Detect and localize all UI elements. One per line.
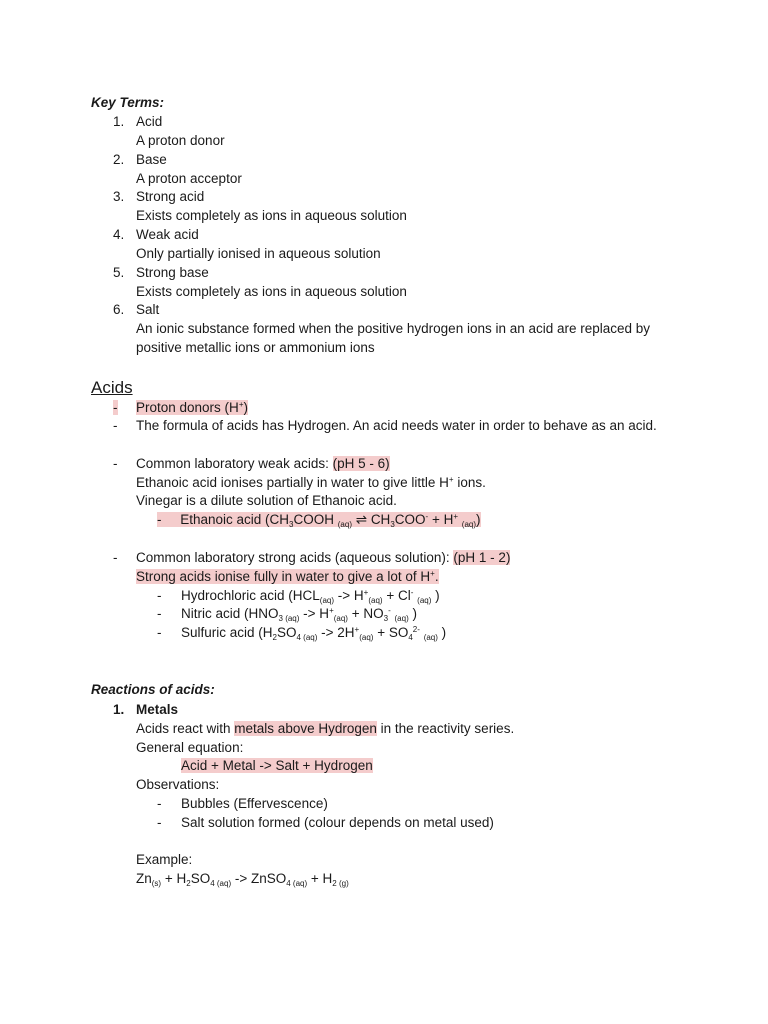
metals-title: Metals	[136, 702, 179, 717]
formula-note: The formula of acids has Hydrogen. An acid needs water in order to behave as an acid.	[136, 418, 657, 433]
example-label: Example:	[136, 852, 193, 867]
reactions-heading: Reactions of acids:	[91, 682, 215, 697]
term-definition: A proton donor	[136, 133, 225, 148]
term-strong-base: Strong base	[136, 265, 209, 280]
term-weak-acid: Weak acid	[136, 227, 199, 242]
observation-salt-solution: Salt solution formed (colour depends on metal used)	[181, 815, 494, 830]
list-number: 5.	[113, 265, 125, 280]
list-number: 3.	[113, 189, 125, 204]
bullet-dash: -	[157, 606, 162, 621]
term-definition: Only partially ionised in aqueous solution	[136, 246, 381, 261]
sulfuric-equation: Sulfuric acid ($H_2SO_{4 (aq)} -> 2H^+_{(aq)} + SO_4^{2-}$ $_{(aq)}$ )	[181, 625, 447, 642]
nitric-equation: Nitric acid ($HNO_{3 (aq)} -> H^+_{(aq)} + NO_3^-$ $_{(aq)}$ )	[181, 606, 417, 623]
bullet-dash: -	[113, 456, 118, 471]
list-number: 6.	[113, 302, 125, 317]
list-number: 2.	[113, 152, 125, 167]
term-strong-acid: Strong acid	[136, 189, 205, 204]
bullet-dash: -	[113, 400, 118, 415]
term-definition-cont: positive metallic ions or ammonium ions	[136, 340, 375, 355]
key-terms-heading: Key Terms:	[91, 95, 165, 110]
acids-heading: Acids	[91, 378, 133, 397]
term-definition: Exists completely as ions in aqueous solution	[136, 284, 407, 299]
list-number: 1.	[113, 114, 125, 129]
term-salt: Salt	[136, 302, 160, 317]
list-number: 4.	[113, 227, 125, 242]
strong-ionise-note: Strong acids ionise fully in water to give a lot of H+.	[136, 569, 439, 584]
bullet-dash: -	[157, 625, 162, 640]
ethanoic-ionises: Ethanoic acid ionises partially in water to give little H+ ions.	[136, 475, 486, 490]
hydrochloric-equation: Hydrochloric acid ($HCL_{(aq)} -> H^+_{(aq)} + Cl^-$ $_{(aq)}$ )	[181, 588, 440, 605]
bullet-dash: -	[157, 796, 162, 811]
term-definition: A proton acceptor	[136, 171, 242, 186]
term-definition: Exists completely as ions in aqueous solution	[136, 208, 407, 223]
ethanoic-equation: - Ethanoic acid ($CH_3COOH$ $_{(aq)}$ ⇌ $CH_3COO^- + H^+$ $_{(aq)}$)	[157, 512, 481, 529]
general-equation: Acid + Metal -> Salt + Hydrogen	[181, 758, 373, 773]
bullet-dash: -	[113, 550, 118, 565]
list-number: 1.	[113, 702, 125, 717]
proton-donors-text: Proton donors (H+)	[136, 400, 248, 415]
general-equation-label: General equation:	[136, 740, 244, 755]
bullet-dash: -	[157, 815, 162, 830]
term-definition: An ionic substance formed when the positive hydrogen ions in an acid are replaced by	[136, 321, 651, 336]
strong-acids-intro: Common laboratory strong acids (aqueous solution): (pH 1 - 2)	[136, 550, 511, 565]
bullet-dash: -	[113, 418, 118, 433]
observation-bubbles: Bubbles (Effervescence)	[181, 796, 328, 811]
metals-reaction-note: Acids react with metals above Hydrogen in the reactivity series.	[136, 721, 515, 736]
bullet-dash: -	[157, 588, 162, 603]
term-base: Base	[136, 152, 167, 167]
term-acid: Acid	[136, 114, 163, 129]
vinegar-note: Vinegar is a dilute solution of Ethanoic acid.	[136, 493, 397, 508]
weak-acids-intro: Common laboratory weak acids: (pH 5 - 6)	[136, 456, 390, 471]
observations-label: Observations:	[136, 777, 220, 792]
zinc-example-equation: $Zn_{(s)} + H_2SO_{4 (aq)}$ -> ZnSO$_{4 (aq)}$ + $H_{2 (g)}$	[136, 871, 349, 888]
